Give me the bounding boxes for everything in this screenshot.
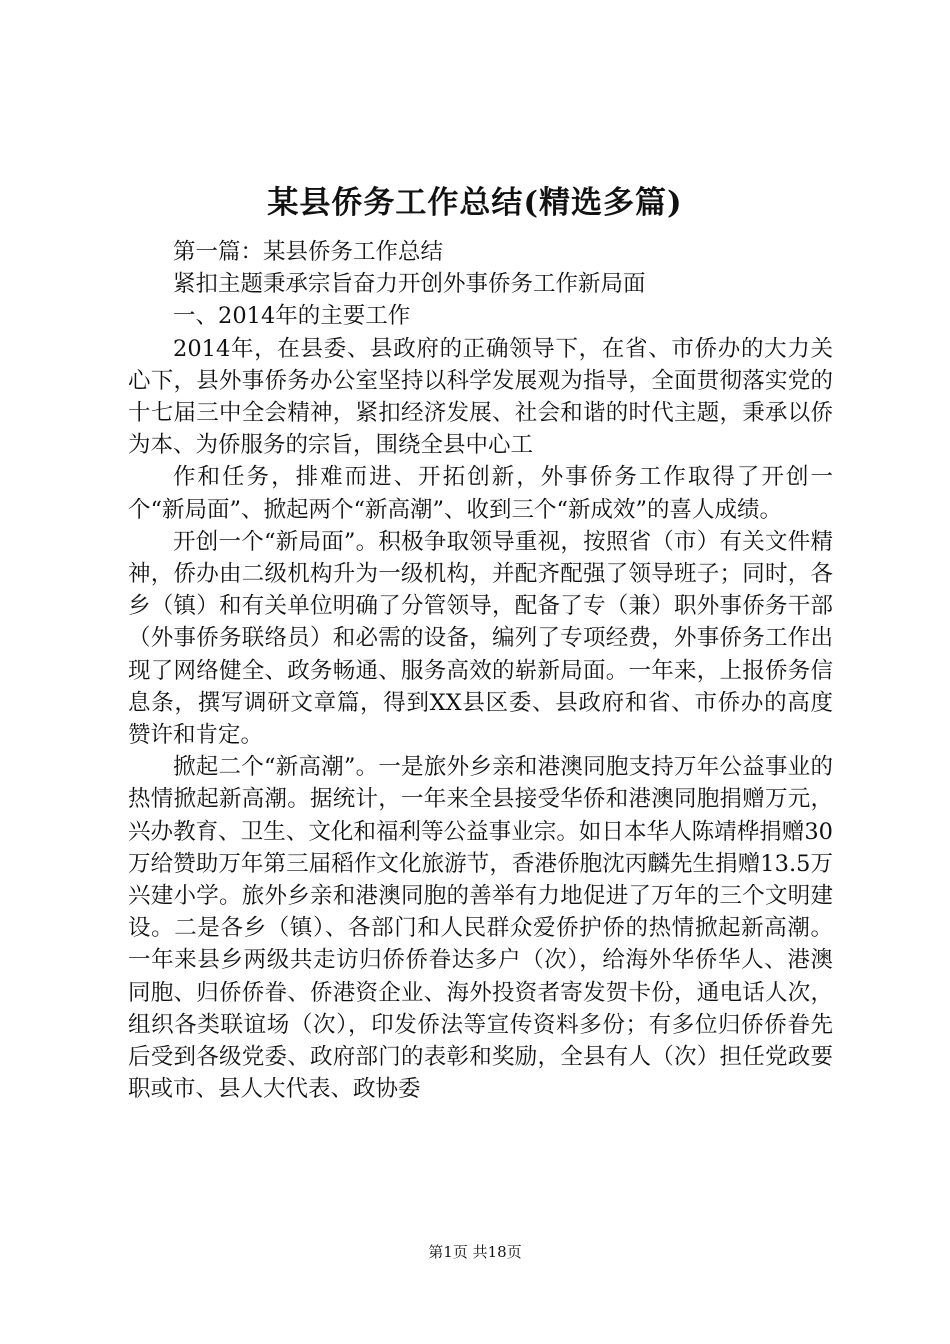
document-title: 某县侨务工作总结(精选多篇) [267,185,683,221]
page-footer: 第1页 共18页 [428,1243,522,1261]
section-heading: 第一篇：某县侨务工作总结 [173,239,444,265]
paragraph: 掀起二个“新高潮”。一是旅外乡亲和港澳同胞支持万年公益事业的热情掀起新高潮。据统计，一年来全县接受华侨和港澳同胞捐赠万元，兴办教育、卫生、文化和福利等公益事业宗。如日本华人陈靖桦捐赠30万给赞助万年第三届稻作文化旅游节，香港侨胞沈丙麟先生捐赠13.5万兴建小学。旅外乡亲和港澳同胞的善举有力地促进了万年的三个文明建设。二是各乡（镇）、各部门和人民群众爱侨护侨的热情掀起新高潮。一年来县乡两级共走访归侨侨眷达多户（次），给海外华侨华人、港澳同胞、归侨侨眷、侨港资企业、海外投资者寄发贺卡份，通电话人次，组织各类联谊场（次），印发侨法等宣传资料多份；有多位归侨侨眷先后受到各级党委、政府部门的表彰和奖励，全县有人（次）担任党政要职或市、县人大代表、政协委 [128,754,833,1103]
section-subheading: 一、2014年的主要工作 [173,303,411,330]
paragraph: 开创一个“新局面”。积极争取领导重视，按照省（市）有关文件精神，侨办由二级机构升为一级机构，并配齐配强了领导班子；同时，各乡（镇）和有关单位明确了分管领导，配备了专（兼）职外事侨务干部（外事侨务联络员）和必需的设备，编列了专项经费，外事侨务工作出现了网络健全、政务畅通、服务高效的崭新局面。一年来，上报侨务信息条，撰写调研文章篇，得到XX县区委、县政府和省、市侨办的高度赞许和肯定。 [128,528,833,749]
paragraph: 作和任务，排难而进、开拓创新，外事侨务工作取得了开创一个“新局面”、掀起两个“新高潮”、收到三个“新成效”的喜人成绩。 [128,464,833,523]
subtitle-line: 紧扣主题秉承宗旨奋力开创外事侨务工作新局面 [173,271,646,298]
paragraph: 2014年，在县委、县政府的正确领导下，在省、市侨办的大力关心下，县外事侨务办公室坚持以科学发展观为指导，全面贯彻落实党的十七届三中全会精神，紧扣经济发展、社会和谐的时代主题，秉承以侨为本、为侨服务的宗旨，围绕全县中心工 [128,335,833,459]
document-body [128,236,833,1105]
